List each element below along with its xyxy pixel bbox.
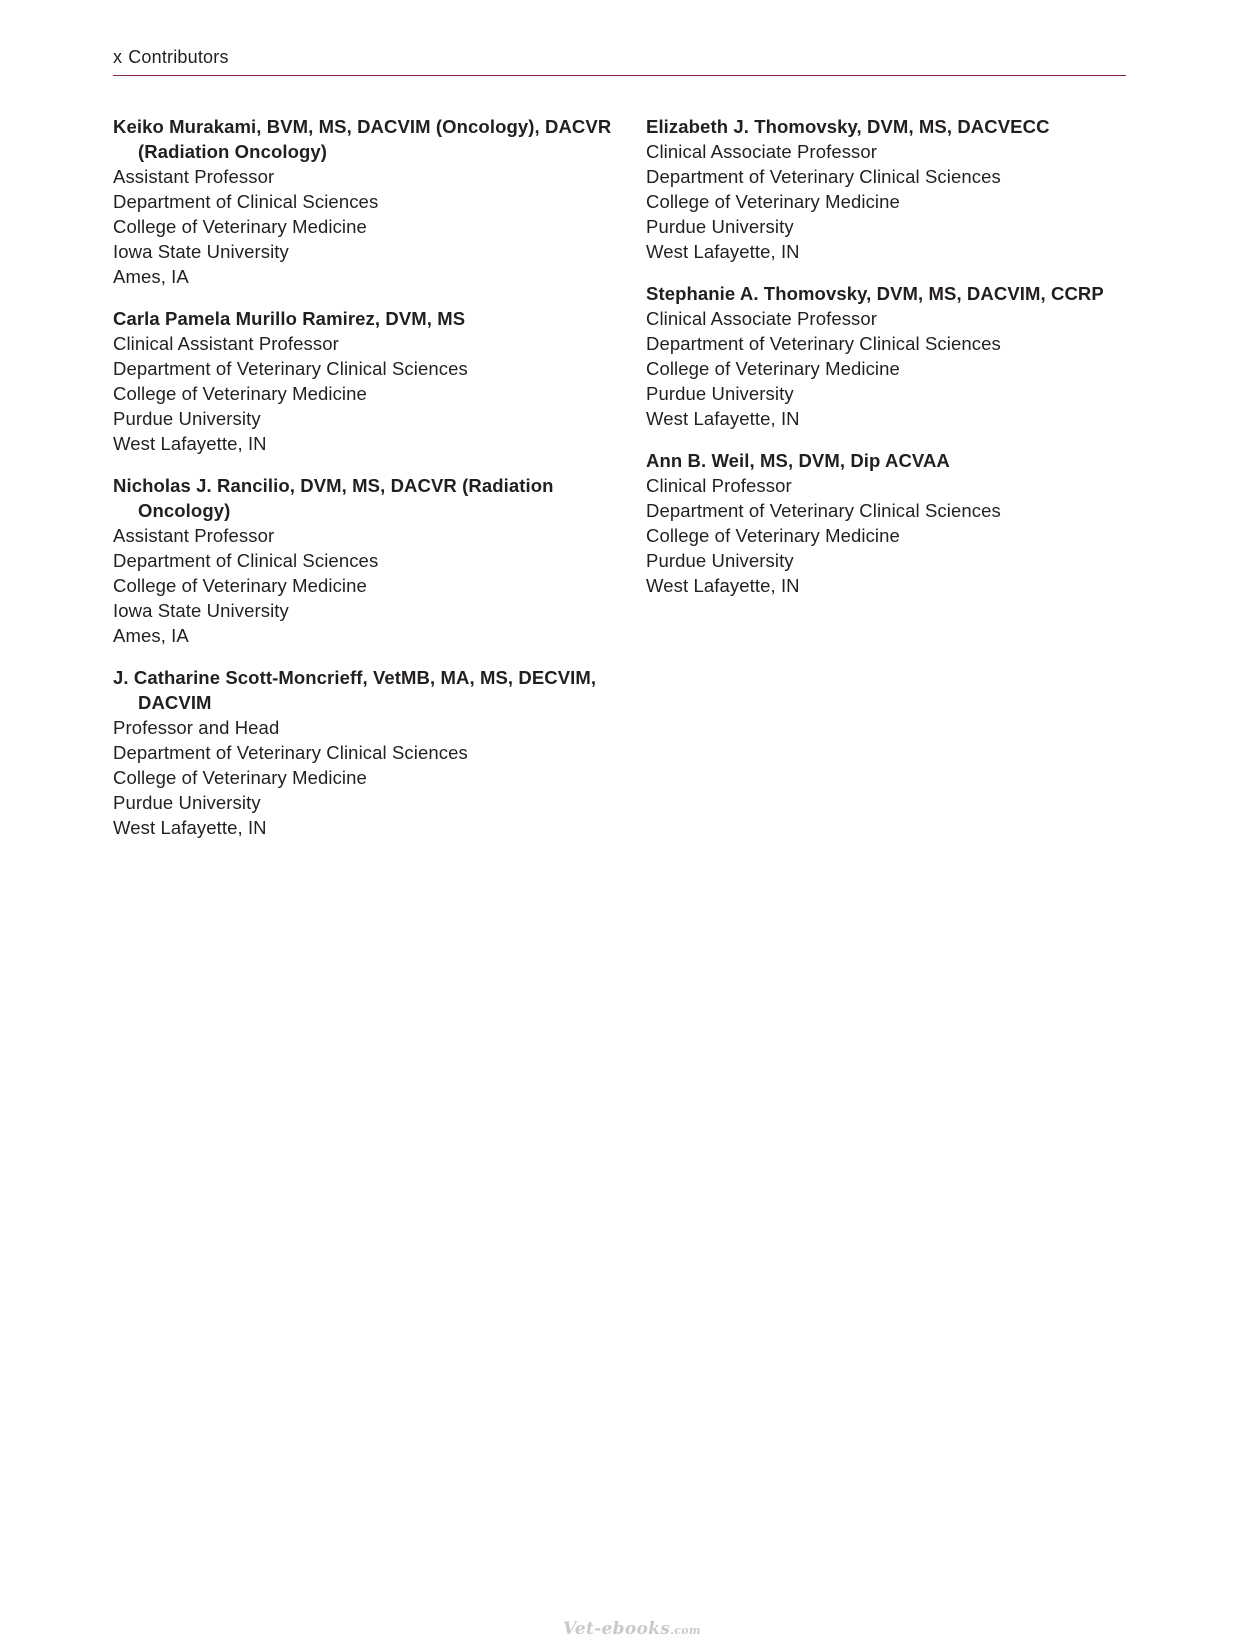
contributor-name: Stephanie A. Thomovsky, DVM, MS, DACVIM, CCRP <box>646 283 1104 304</box>
contributor-location: Ames, IA <box>113 266 189 287</box>
contributor-department: Department of Veterinary Clinical Sciences <box>646 333 1001 354</box>
contributor-department: Department of Veterinary Clinical Sciences <box>113 358 468 379</box>
contributor-entry <box>646 448 1136 598</box>
contributor-location: Ames, IA <box>113 625 189 646</box>
contributor-entry <box>113 306 633 456</box>
contributor-department: Department of Veterinary Clinical Sciences <box>113 742 468 763</box>
contributor-college: College of Veterinary Medicine <box>646 525 900 546</box>
contributor-college: College of Veterinary Medicine <box>646 191 900 212</box>
contributor-title: Clinical Assistant Professor <box>113 333 339 354</box>
page-number: x <box>113 47 123 67</box>
running-header <box>113 44 1126 76</box>
contributor-college: College of Veterinary Medicine <box>113 767 367 788</box>
contributor-college: College of Veterinary Medicine <box>113 216 367 237</box>
contributor-department: Department of Veterinary Clinical Sciences <box>646 166 1001 187</box>
section-title: Contributors <box>128 47 229 67</box>
watermark-text: Vet-ebooks <box>563 1619 671 1639</box>
contributor-title: Clinical Professor <box>646 475 792 496</box>
contributor-title: Clinical Associate Professor <box>646 308 878 329</box>
contributor-university: Purdue University <box>113 408 261 429</box>
contributor-name: J. Catharine Scott-Moncrieff, VetMB, MA, MS, DECVIM, DACVIM <box>113 667 597 713</box>
contributor-name: Carla Pamela Murillo Ramirez, DVM, MS <box>113 308 466 329</box>
contributor-entry <box>646 114 1136 264</box>
contributor-entry <box>113 665 633 840</box>
contributor-title: Professor and Head <box>113 717 280 738</box>
contributor-university: Purdue University <box>646 550 794 571</box>
contributor-department: Department of Clinical Sciences <box>113 550 379 571</box>
watermark-logo <box>563 1619 701 1639</box>
contributor-college: College of Veterinary Medicine <box>646 358 900 379</box>
contributor-university: Purdue University <box>646 216 794 237</box>
header-text <box>113 44 1126 70</box>
contributor-name: Elizabeth J. Thomovsky, DVM, MS, DACVECC <box>646 116 1050 137</box>
contributor-entry <box>113 114 633 289</box>
contributor-college: College of Veterinary Medicine <box>113 383 367 404</box>
contributor-name: Keiko Murakami, BVM, MS, DACVIM (Oncology), DACVR (Radiation Oncology) <box>113 116 612 162</box>
contributor-name: Nicholas J. Rancilio, DVM, MS, DACVR (Radiation Oncology) <box>113 475 554 521</box>
contributor-college: College of Veterinary Medicine <box>113 575 367 596</box>
contributor-university: Purdue University <box>646 383 794 404</box>
contributor-title: Assistant Professor <box>113 166 275 187</box>
contributor-title: Assistant Professor <box>113 525 275 546</box>
watermark-domain: .com <box>670 1624 701 1637</box>
left-column <box>113 114 633 857</box>
contributor-university: Iowa State University <box>113 241 289 262</box>
contributor-department: Department of Veterinary Clinical Sciences <box>646 500 1001 521</box>
contributor-university: Iowa State University <box>113 600 289 621</box>
contributor-location: West Lafayette, IN <box>646 241 800 262</box>
contributor-department: Department of Clinical Sciences <box>113 191 379 212</box>
contributor-entry <box>646 281 1136 431</box>
contributor-entry <box>113 473 633 648</box>
contributor-location: West Lafayette, IN <box>646 575 800 596</box>
contributor-name: Ann B. Weil, MS, DVM, Dip ACVAA <box>646 450 950 471</box>
right-column <box>646 114 1136 615</box>
contributor-location: West Lafayette, IN <box>646 408 800 429</box>
contributor-university: Purdue University <box>113 792 261 813</box>
contributor-title: Clinical Associate Professor <box>646 141 878 162</box>
contributor-location: West Lafayette, IN <box>113 817 267 838</box>
contributor-location: West Lafayette, IN <box>113 433 267 454</box>
